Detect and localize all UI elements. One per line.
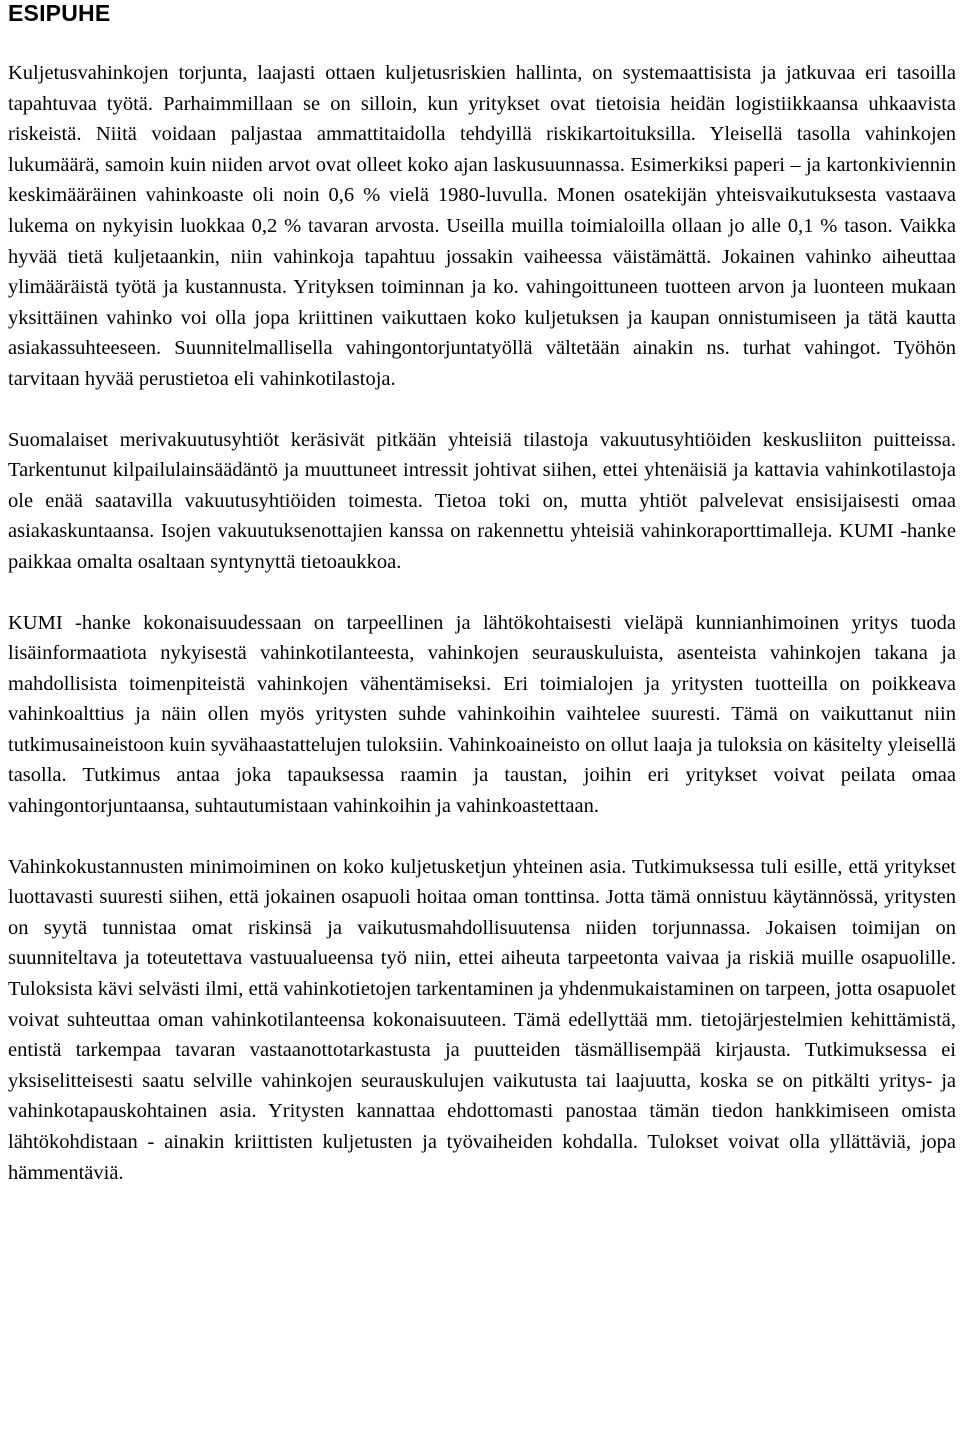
paragraph-2: Suomalaiset merivakuutusyhtiöt keräsivät pitkään yhteisiä tilastoja vakuutusyhtiöiden keskusliiton puitteissa. Tarkentunut kilpailulainsäädäntö ja muuttuneet intressit johtivat siihen, ettei yhtenäisiä ja kattavia vahinkotilastoja ole enää saatavilla vakuutusyhtiöiden toimesta. Tietoa toki on, mutta yhtiöt palvelevat ensisijaisesti omaa asiakaskuntaansa. Isojen vakuutuksenottajien kanssa on rakennettu yhteisiä vahinkoraporttimalleja. KUMI -hanke paikkaa omalta osaltaan syntynyttä tietoaukkoa. (8, 428, 956, 573)
document-page (8, 0, 956, 1188)
paragraph-gap (8, 395, 956, 425)
paragraph-4: Vahinkokustannusten minimoiminen on koko kuljetusketjun yhteinen asia. Tutkimuksessa tuli esille, että yritykset luottavasti suuresti siihen, että jokainen osapuoli hoitaa oman tonttinsa. Jotta tämä onnistuu käytännössä, yritysten on syytä tunnistaa omat riskinsä ja vaikutusmahdollisuutensa niiden torjunnassa. Jokaisen toimijan on suunniteltava ja toteutettava vastuualueensa työ niin, ettei aiheuta tarpeetonta vaivaa ja riskiä muille osapuolille. Tuloksista kävi selvästi ilmi, että vahinkotietojen tarkentaminen ja yhdenmukaistaminen on tarpeen, jotta osapuolet voivat suhteuttaa oman vahinkotilanteensa kokonaisuuteen. Tämä edellyttää mm. tietojärjestelmien kehittämistä, entistä tarkempaa tavaran vastaanottotarkastusta ja puutteiden täsmällisempää kirjausta. Tutkimuksessa ei yksiselitteisesti saatu selville vahinkojen seurauskulujen vaikutusta tai laajuutta, koska se on pitkälti yritys- ja vahinkotapauskohtainen asia. Yritysten kannattaa ehdottomasti panostaa tämän tiedon hankkimiseen omista lähtökohdistaan - ainakin kriittisten kuljetusten ja työvaiheiden kohdalla. Tulokset voivat olla yllättäviä, jopa hämmentäviä. (8, 855, 956, 1184)
paragraph-1: Kuljetusvahinkojen torjunta, laajasti ottaen kuljetusriskien hallinta, on systemaattisista ja jatkuvaa eri tasoilla tapahtuvaa työtä. Parhaimmillaan se on silloin, kun yritykset ovat tietoisia heidän logistiikkaansa uhkaavista riskeistä. Niitä voidaan paljastaa ammattitaidolla tehdyillä riskikartoituksilla. Yleisellä tasolla vahinkojen lukumäärä, samoin kuin niiden arvot ovat olleet koko ajan laskusuunnassa. Esimerkiksi paperi – ja kartonkiviennin keskimääräinen vahinkoaste oli noin 0,6 % vielä 1980-luvulla. Monen osatekijän yhteisvaikutuksesta vastaava lukema on nykyisin luokkaa 0,2 % tavaran arvosta. Useilla muilla toimialoilla ollaan jo alle 0,1 % tason. Vaikka hyvää tietä kuljetaankin, niin vahinkoja tapahtuu jossakin vaiheessa väistämättä. Jokainen vahinko aiheuttaa ylimääräistä työtä ja kustannusta. Yrityksen toiminnan ja ko. vahingoittuneen tuotteen arvon ja luonteen mukaan yksittäinen vahinko voi olla jopa kriittinen vaikuttaen koko kuljetuksen ja kaupan onnistumiseen ja tätä kautta asiakassuhteeseen. Suunnitelmallisella vahingontorjuntatyöllä vältetään ainakin ns. turhat vahingot. Työhön tarvitaan hyvää perustietoa eli vahinkotilastoja. (8, 62, 956, 390)
paragraph-gap (8, 578, 956, 608)
paragraph-3: KUMI -hanke kokonaisuudessaan on tarpeellinen ja lähtökohtaisesti vieläpä kunnianhimoinen yritys tuoda lisäinformaatiota nykyisestä vahinkotilanteesta, vahinkojen seurauskuluista, asenteista vahinkojen takana ja mahdollisista toimenpiteistä vahinkojen vähentämiseksi. Eri toimialojen ja yritysten tuotteilla on poikkeava vahinkoalttius ja näin ollen myös yritysten suhde vahinkoihin vaihtelee suuresti. Tämä on vaikuttanut niin tutkimusaineistoon kuin syvähaastattelujen tuloksiin. Vahinkoaineisto on ollut laaja ja tuloksia on käsitelty yleisellä tasolla. Tutkimus antaa joka tapauksessa raamin ja taustan, joihin eri yritykset voivat peilata omaa vahingontorjuntaansa, suhtautumistaan vahinkoihin ja vahinkoastettaan. (8, 611, 956, 818)
page-title: ESIPUHE (8, 0, 111, 26)
paragraph-gap (8, 822, 956, 852)
